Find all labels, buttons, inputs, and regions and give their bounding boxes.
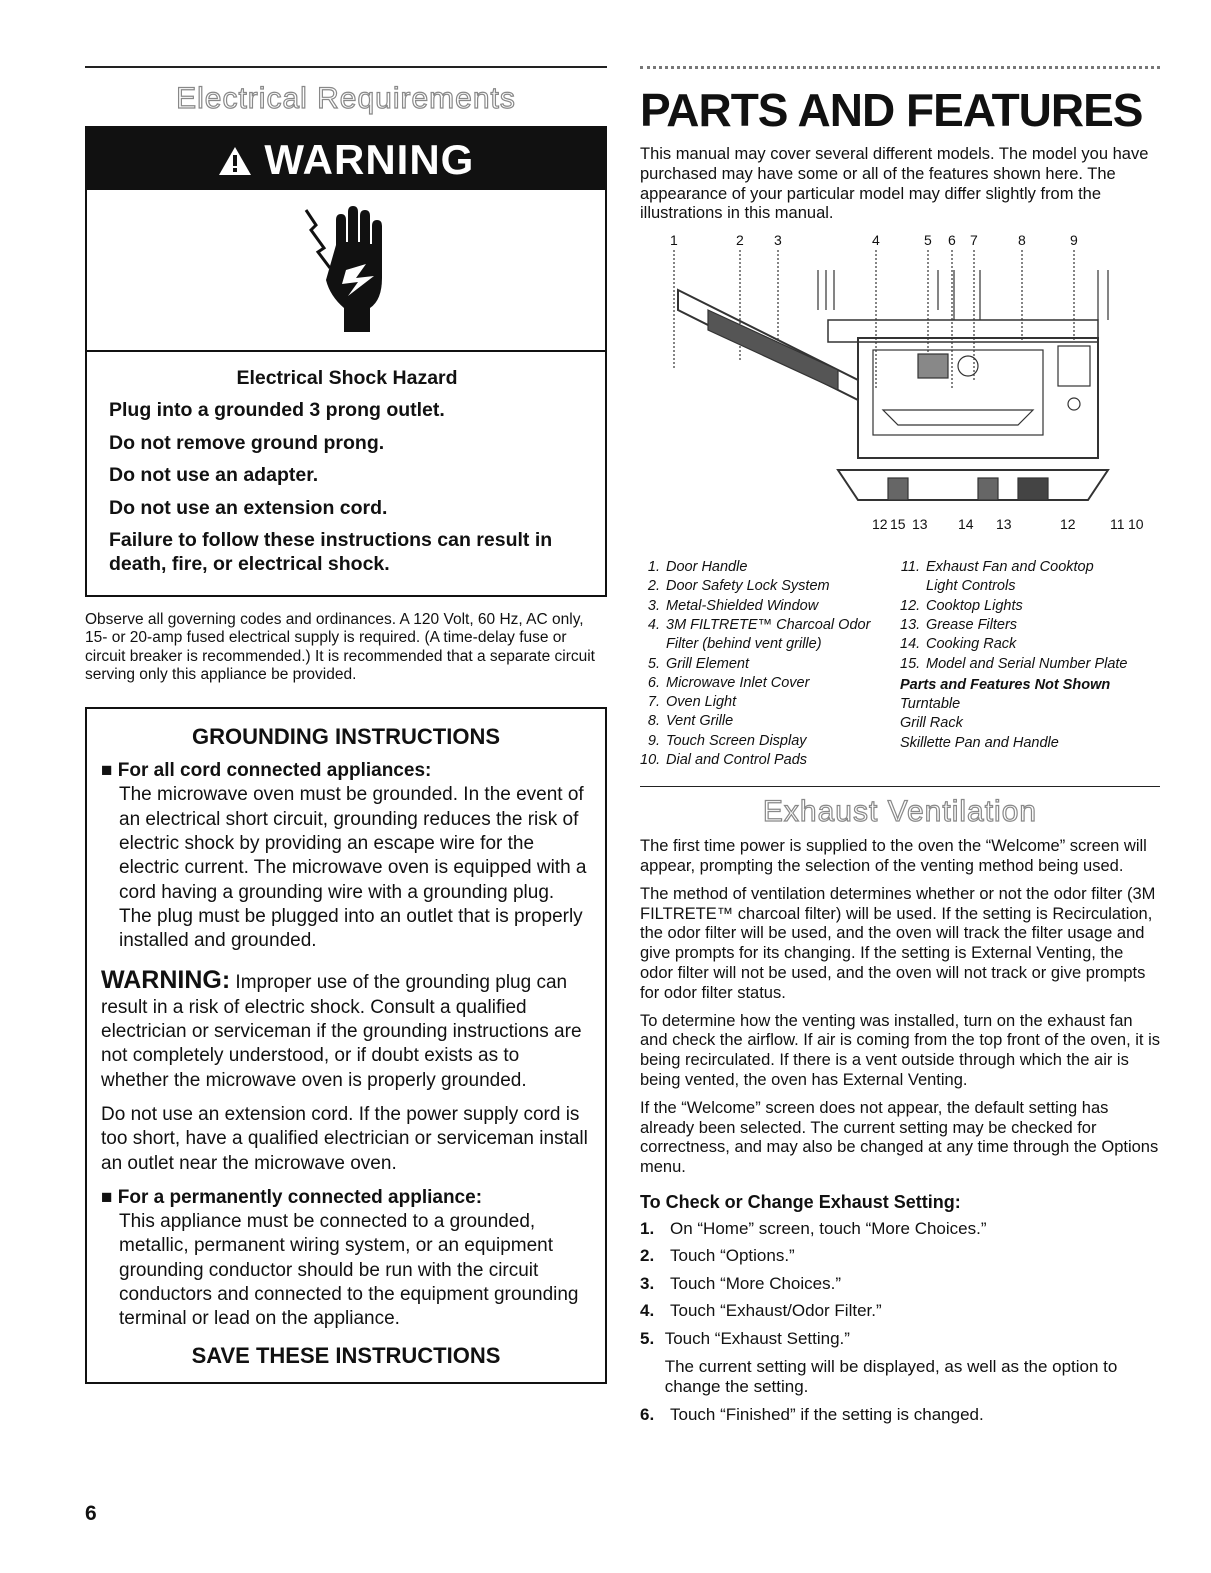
callout-number: 9 (1070, 232, 1078, 249)
square-bullet-icon: ■ (101, 1186, 118, 1208)
steps-heading: To Check or Change Exhaust Setting: (640, 1192, 961, 1213)
top-rule (85, 66, 607, 68)
warning-line: Failure to follow these instructions can result in death, fire, or electrical shock. (109, 528, 553, 576)
page-title: PARTS AND FEATURES (640, 84, 1143, 136)
bullet-head-text: For all cord connected appliances: (117, 760, 432, 782)
intro-paragraph: This manual may cover several different models. The model you have purchased may have some or all of the features shown here. The appearance of your particular model may differ slightly from the illustrations in this manual. (640, 145, 1149, 223)
callout-number: 11 (1110, 516, 1125, 533)
callout-number: 14 (958, 516, 974, 533)
part-item: 9. Touch Screen Display (647, 732, 807, 749)
callout-number: 5 (924, 232, 932, 249)
microwave-diagram (658, 232, 1158, 552)
part-item: 15. Model and Serial Number Plate (900, 655, 1128, 672)
not-shown-item: Turntable (900, 696, 961, 713)
step-item: 5. Touch “Exhaust Setting.” The current setting will be displayed, as well as the option to change the setting. (640, 1328, 1118, 1397)
parts-list (640, 558, 1160, 770)
callout-number: 1 (670, 232, 678, 249)
warning-text (87, 352, 605, 595)
permanent-paragraph: This appliance must be connected to a grounded, metallic, permanent wiring system, or an equipment grounding conductor should be run with the circuit conductors and connected to the equipment grounding terminal or lead on the appliance. (119, 1211, 579, 1330)
grounding-warning (101, 964, 591, 1093)
shock-hazard-icon (87, 190, 605, 352)
part-item: 4. 3M FILTRETE™ Charcoal Odor Filter (behind vent grille) (647, 617, 871, 653)
callout-number: 3 (774, 232, 782, 249)
save-instructions: SAVE THESE INSTRUCTIONS (191, 1342, 501, 1368)
exhaust-paragraph: If the “Welcome” screen does not appear, the default setting has already been selected. The current setting may be checked for correctness, and may also be changed at any time through the Options menu. (640, 1098, 1159, 1177)
warning-line: Do not use an extension cord. (109, 496, 388, 519)
part-item: 5. Grill Element (647, 655, 749, 672)
section-title-exhaust: Exhaust Ventilation (762, 795, 1038, 829)
parts-column-1 (640, 558, 900, 770)
step-item: 1. On “Home” screen, touch “More Choices.” (640, 1219, 987, 1239)
part-item: 3. Metal-Shielded Window (647, 597, 819, 614)
grounding-title: GROUNDING INSTRUCTIONS (192, 724, 500, 749)
grounding-box (85, 707, 607, 1384)
part-item: 6. Microwave Inlet Cover (647, 674, 810, 691)
grounding-paragraph: The microwave oven must be grounded. In the event of an electrical short circuit, grounding reduces the risk of electric shock by providing an escape wire for the electric current. The microwave oven is equipped with a cord having a grounding wire with a grounding plug. The plug must be plugged into an outlet that is properly installed and grounded. (119, 784, 587, 952)
warning-paragraph: Improper use of the grounding plug can result in a risk of electric shock. Consult a qualified electrician or serviceman if the grounding instructions are not completely understood, or if doubt exists as to whether the microwave oven is properly grounded. (101, 971, 582, 1091)
callout-number: 2 (736, 232, 744, 249)
not-shown-item: Skillette Pan and Handle (900, 734, 1059, 751)
callout-number: 15 (890, 516, 906, 533)
bullet-head (101, 1186, 591, 1210)
part-item: 11. Exhaust Fan and Cooktop Light Controls (900, 559, 1094, 595)
part-item: 1. Door Handle (647, 559, 748, 576)
square-bullet-icon: ■ (101, 760, 118, 782)
exhaust-paragraph: To determine how the venting was installed, turn on the exhaust fan and check the airflow. If air is coming from the top front of the oven, it is being recirculated. If there is a vent outside through which the air is being vented, the oven has External Venting. (640, 1011, 1160, 1090)
left-column (85, 66, 607, 1384)
warning-header (87, 128, 605, 190)
step-item: 3. Touch “More Choices.” (640, 1273, 842, 1293)
step-item: 4. Touch “Exhaust/Odor Filter.” (640, 1301, 882, 1321)
exhaust-paragraph: The method of ventilation determines whether or not the odor filter (3M FILTRETE™ charcoal filter) will be used. If the setting is Recirculation, the odor filter will be used, and the oven will track the filter usage and give prompts for its changing. If the setting is External Venting, the odor filter will not be used, and the oven will not track or give prompts for odor filter status. (640, 884, 1156, 1002)
not-shown-item: Grill Rack (900, 715, 963, 732)
part-item: 2. Door Safety Lock System (647, 578, 830, 595)
exhaust-paragraph: The first time power is supplied to the oven the “Welcome” screen will appear, prompting the selection of the venting method being used. (640, 837, 1147, 876)
steps-list (640, 1219, 1160, 1425)
callout-number: 13 (996, 516, 1012, 533)
extension-paragraph: Do not use an extension cord. If the power supply cord is too short, have a qualified electrician or serviceman install an outlet near the microwave oven. (101, 1103, 588, 1174)
part-item: 13. Grease Filters (900, 617, 1018, 634)
observe-paragraph: Observe all governing codes and ordinances. A 120 Volt, 60 Hz, AC only, 15- or 20-amp fused electrical supply is required. (A time-delay fuse or circuit breaker is recommended.) It is recommended that a separate circuit serving only this appliance be provided. (85, 610, 595, 684)
warning-line: Do not remove ground prong. (109, 431, 385, 454)
warning-triangle-icon (218, 136, 265, 183)
step-item: 6. Touch “Finished” if the setting is changed. (640, 1404, 984, 1424)
step-item: 2. Touch “Options.” (640, 1246, 795, 1266)
part-item: 8. Vent Grille (647, 713, 734, 730)
warning-word: WARNING: (101, 965, 231, 994)
microwave-illustration (658, 250, 1158, 550)
warning-label: WARNING (264, 136, 475, 183)
part-item: 14. Cooking Rack (900, 636, 1017, 653)
top-dotted-rule (640, 66, 1160, 69)
bullet-head-text: For a permanently connected appliance: (117, 1186, 483, 1208)
right-column (640, 66, 1160, 1432)
warning-box (85, 126, 607, 597)
callout-number: 12 (1060, 516, 1076, 533)
page-number: 6 (85, 1502, 97, 1525)
callout-number: 13 (912, 516, 928, 533)
hazard-title: Electrical Shock Hazard (236, 367, 458, 389)
callout-number: 4 (872, 232, 880, 249)
callout-number: 8 (1018, 232, 1026, 249)
callout-number: 6 (948, 232, 956, 249)
part-item: 7. Oven Light (647, 694, 737, 711)
part-item: 12. Cooktop Lights (900, 597, 1023, 614)
not-shown-heading: Parts and Features Not Shown (900, 676, 1111, 693)
callout-number: 10 (1128, 516, 1144, 533)
bullet-head (101, 759, 591, 783)
warning-line: Plug into a grounded 3 prong outlet. (109, 399, 445, 422)
section-rule (640, 786, 1160, 787)
warning-line: Do not use an adapter. (109, 464, 319, 487)
parts-column-2 (900, 558, 1128, 770)
callout-number: 12 (872, 516, 888, 533)
callout-number: 7 (970, 232, 978, 249)
part-item: 10. Dial and Control Pads (640, 752, 808, 768)
section-title-electrical: Electrical Requirements (176, 82, 516, 115)
